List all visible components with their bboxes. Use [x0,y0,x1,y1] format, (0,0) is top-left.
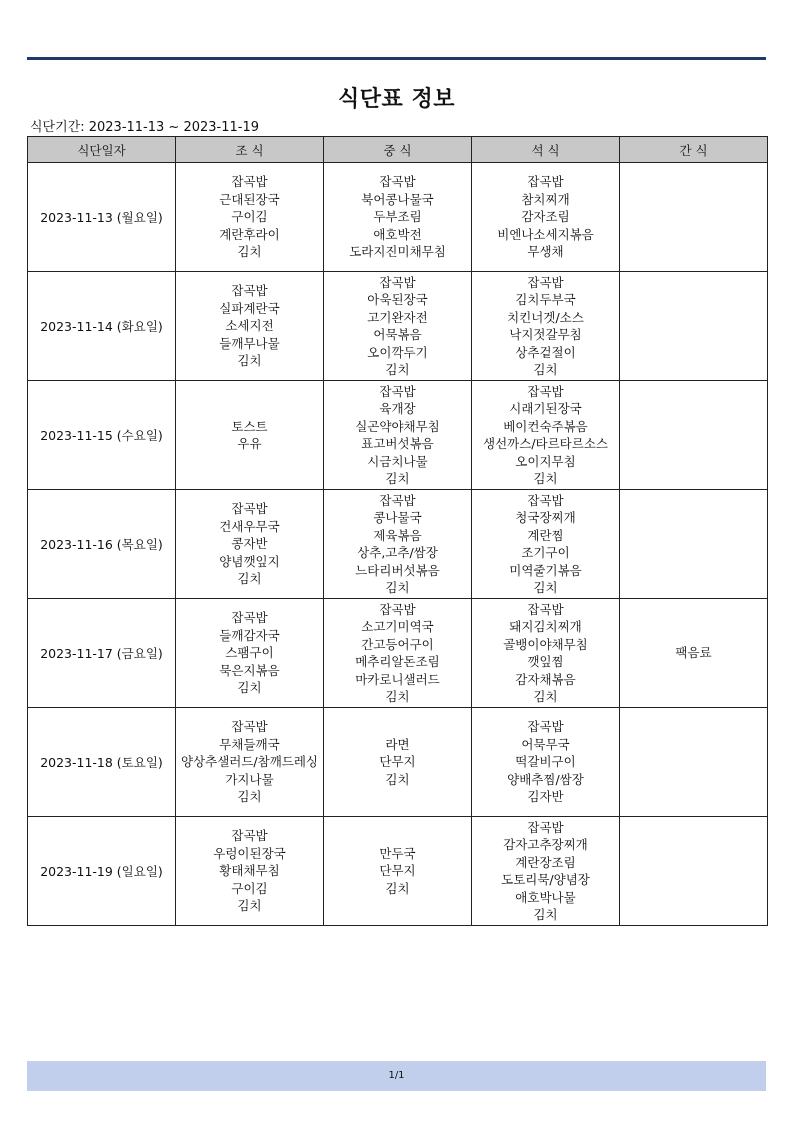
menu-item: 돼지김치찌개 [509,619,582,634]
dinner-cell [472,381,620,490]
menu-item: 애호박나물 [515,889,576,905]
menu-item: 소고기미역국 [361,619,434,634]
menu-item: 고기완자전 [367,309,428,325]
menu-item: 치킨너겟/소스 [507,309,584,325]
menu-item: 비엔나소세지볶음 [497,226,594,242]
menu-item: 김치두부국 [515,292,576,307]
menu-item: 계란후라이 [219,226,280,242]
menu-item: 우유 [237,436,262,451]
menu-item: 김치 [533,689,558,704]
lunch-cell [324,163,472,272]
menu-item: 감자채볶음 [515,671,576,687]
menu-item: 김치 [533,471,558,486]
dinner-cell [472,599,620,708]
lunch-cell [324,490,472,599]
menu-item: 골뱅이야채무침 [503,636,588,652]
snack-cell [620,599,768,708]
menu-item: 북어콩나물국 [361,191,434,207]
menu-item: 잡곡밥 [379,601,416,617]
menu-item: 두부조림 [373,209,422,225]
lunch-cell [324,817,472,926]
column-header-dinner: 석 식 [472,137,620,163]
date-cell: 2023-11-19 (일요일) [28,817,176,926]
table-row [28,599,768,708]
date-cell: 2023-11-14 (화요일) [28,272,176,381]
menu-item: 양배추찜/쌈장 [507,771,584,787]
dinner-cell [472,817,620,926]
menu-item: 묵은지볶음 [219,662,280,678]
menu-item: 상추,고추/쌈장 [357,545,438,560]
menu-item: 김치 [385,880,410,896]
menu-item: 잡곡밥 [527,174,564,190]
menu-item: 간고등어구이 [361,636,434,652]
menu-item: 잡곡밥 [527,492,564,508]
snack-cell [620,708,768,817]
menu-item: 잡곡밥 [379,174,416,190]
menu-item: 양념깻잎지 [219,553,280,569]
menu-item: 양상추샐러드/참깨드레싱 [180,754,319,770]
menu-item: 김치 [385,580,410,595]
menu-item: 잡곡밥 [527,383,564,399]
menu-item: 김치 [237,353,262,369]
menu-item: 우렁이된장국 [213,845,286,861]
menu-item: 아욱된장국 [367,292,428,307]
menu-item: 감자고추장찌개 [503,837,588,852]
menu-item: 콩나물국 [373,510,422,525]
menu-item: 감자조림 [521,209,570,225]
menu-item: 콩자반 [231,536,268,552]
menu-item: 마카로니샐러드 [355,671,440,687]
menu-item: 라면 [385,736,410,752]
menu-item: 떡갈비구이 [515,754,576,770]
menu-item: 실파계란국 [219,300,280,316]
menu-item: 건새우무국 [219,518,280,534]
menu-item: 김치 [237,898,262,914]
menu-item: 김치 [237,244,262,260]
menu-item: 베이컨숙주볶음 [503,418,588,434]
column-header-breakfast: 조 식 [176,137,324,163]
dinner-cell [472,490,620,599]
table-row [28,381,768,490]
menu-item: 도토리묵/양념장 [501,872,590,887]
menu-item: 낙지젓갈무침 [509,327,582,342]
menu-item: 구이김 [231,880,268,896]
menu-item: 잡곡밥 [231,501,268,517]
breakfast-cell [176,490,324,599]
menu-item: 김치 [237,571,262,587]
snack-cell [620,272,768,381]
menu-item: 스팸구이 [225,645,274,661]
menu-item: 잡곡밥 [379,492,416,508]
menu-item: 잡곡밥 [231,828,268,844]
meal-period: 식단기간: 2023-11-13 ~ 2023-11-19 [30,120,260,135]
menu-item: 시래기된장국 [509,401,582,416]
menu-item: 잡곡밥 [231,610,268,626]
snack-cell [620,381,768,490]
menu-item: 오이깍두기 [367,344,428,360]
header-row [28,137,768,163]
table-row [28,272,768,381]
page-number: 1/1 [388,1070,405,1081]
menu-item: 잡곡밥 [527,601,564,617]
menu-item: 참치찌개 [521,191,570,207]
menu-item: 잡곡밥 [527,819,564,835]
menu-item: 조기구이 [521,545,570,560]
snack-cell [620,817,768,926]
menu-item: 시금치나물 [367,453,428,469]
table-row [28,817,768,926]
lunch-cell [324,381,472,490]
menu-item: 구이김 [231,209,268,225]
menu-item: 잡곡밥 [231,283,268,299]
menu-item: 어묵무국 [521,736,570,752]
menu-item: 황태채무침 [219,863,280,879]
page-title: 식단표 정보 [338,87,455,112]
menu-item: 실곤약야채무침 [355,418,440,434]
lunch-cell [324,708,472,817]
menu-item: 김치 [237,680,262,696]
menu-item: 상추겉절이 [515,344,576,360]
date-cell: 2023-11-15 (수요일) [28,381,176,490]
lunch-cell [324,599,472,708]
breakfast-cell [176,272,324,381]
menu-item: 소세지전 [225,318,274,334]
date-cell: 2023-11-18 (토요일) [28,708,176,817]
menu-item: 김자반 [527,789,564,805]
menu-item: 잡곡밥 [379,383,416,399]
menu-item: 잡곡밥 [527,719,564,735]
date-cell: 2023-11-13 (월요일) [28,163,176,272]
table-row [28,490,768,599]
snack-cell [620,163,768,272]
column-header-snack: 간 식 [620,137,768,163]
menu-item: 김치 [385,471,410,486]
menu-item: 무생채 [527,244,564,260]
menu-item: 깻잎찜 [527,654,564,669]
snack-cell [620,490,768,599]
menu-item: 김치 [237,789,262,805]
menu-item: 들깨무나물 [219,335,280,351]
menu-item: 단무지 [379,863,416,879]
menu-item: 느타리버섯볶음 [355,562,440,578]
menu-item: 들깨감자국 [219,627,280,643]
menu-item: 팩음료 [675,645,712,661]
menu-item: 메추리알돈조림 [355,654,440,669]
menu-item: 김치 [533,580,558,595]
menu-item: 토스트 [231,418,268,434]
menu-item: 만두국 [379,845,416,861]
meal-table [27,136,768,926]
meal-table-header [28,137,768,163]
menu-item: 어묵볶음 [373,327,422,342]
menu-item: 김치 [385,362,410,377]
menu-item: 육개장 [379,401,416,416]
menu-item: 잡곡밥 [231,719,268,735]
breakfast-cell [176,817,324,926]
menu-item: 표고버섯볶음 [361,436,434,451]
date-cell: 2023-11-16 (목요일) [28,490,176,599]
menu-item: 제육볶음 [373,527,422,543]
table-row [28,163,768,272]
header-rule [27,57,766,60]
menu-item: 김치 [533,907,558,922]
menu-item: 김치 [533,362,558,377]
footer-bar [27,1061,766,1091]
menu-item: 오이지무침 [515,453,576,469]
table-row [28,708,768,817]
menu-item: 김치 [385,771,410,787]
menu-item: 계란찜 [527,527,564,543]
breakfast-cell [176,599,324,708]
menu-item: 애호박전 [373,226,422,242]
menu-item: 잡곡밥 [527,274,564,290]
menu-item: 김치 [385,689,410,704]
menu-item: 청국장찌개 [515,510,576,525]
breakfast-cell [176,381,324,490]
menu-item: 생선까스/타르타르소스 [483,436,608,451]
breakfast-cell [176,163,324,272]
menu-item: 잡곡밥 [231,174,268,190]
column-header-lunch: 중 식 [324,137,472,163]
menu-item: 계란장조림 [515,854,576,870]
menu-item: 도라지진미채무침 [349,244,446,260]
dinner-cell [472,163,620,272]
menu-item: 잡곡밥 [379,274,416,290]
column-header-date: 식단일자 [28,137,176,163]
menu-item: 단무지 [379,754,416,770]
dinner-cell [472,272,620,381]
menu-item: 미역줄기볶음 [509,562,582,578]
menu-item: 근대된장국 [219,191,280,207]
meal-table-body [28,163,768,926]
menu-item: 무채들깨국 [219,736,280,752]
dinner-cell [472,708,620,817]
breakfast-cell [176,708,324,817]
date-cell: 2023-11-17 (금요일) [28,599,176,708]
menu-item: 가지나물 [225,771,274,787]
lunch-cell [324,272,472,381]
